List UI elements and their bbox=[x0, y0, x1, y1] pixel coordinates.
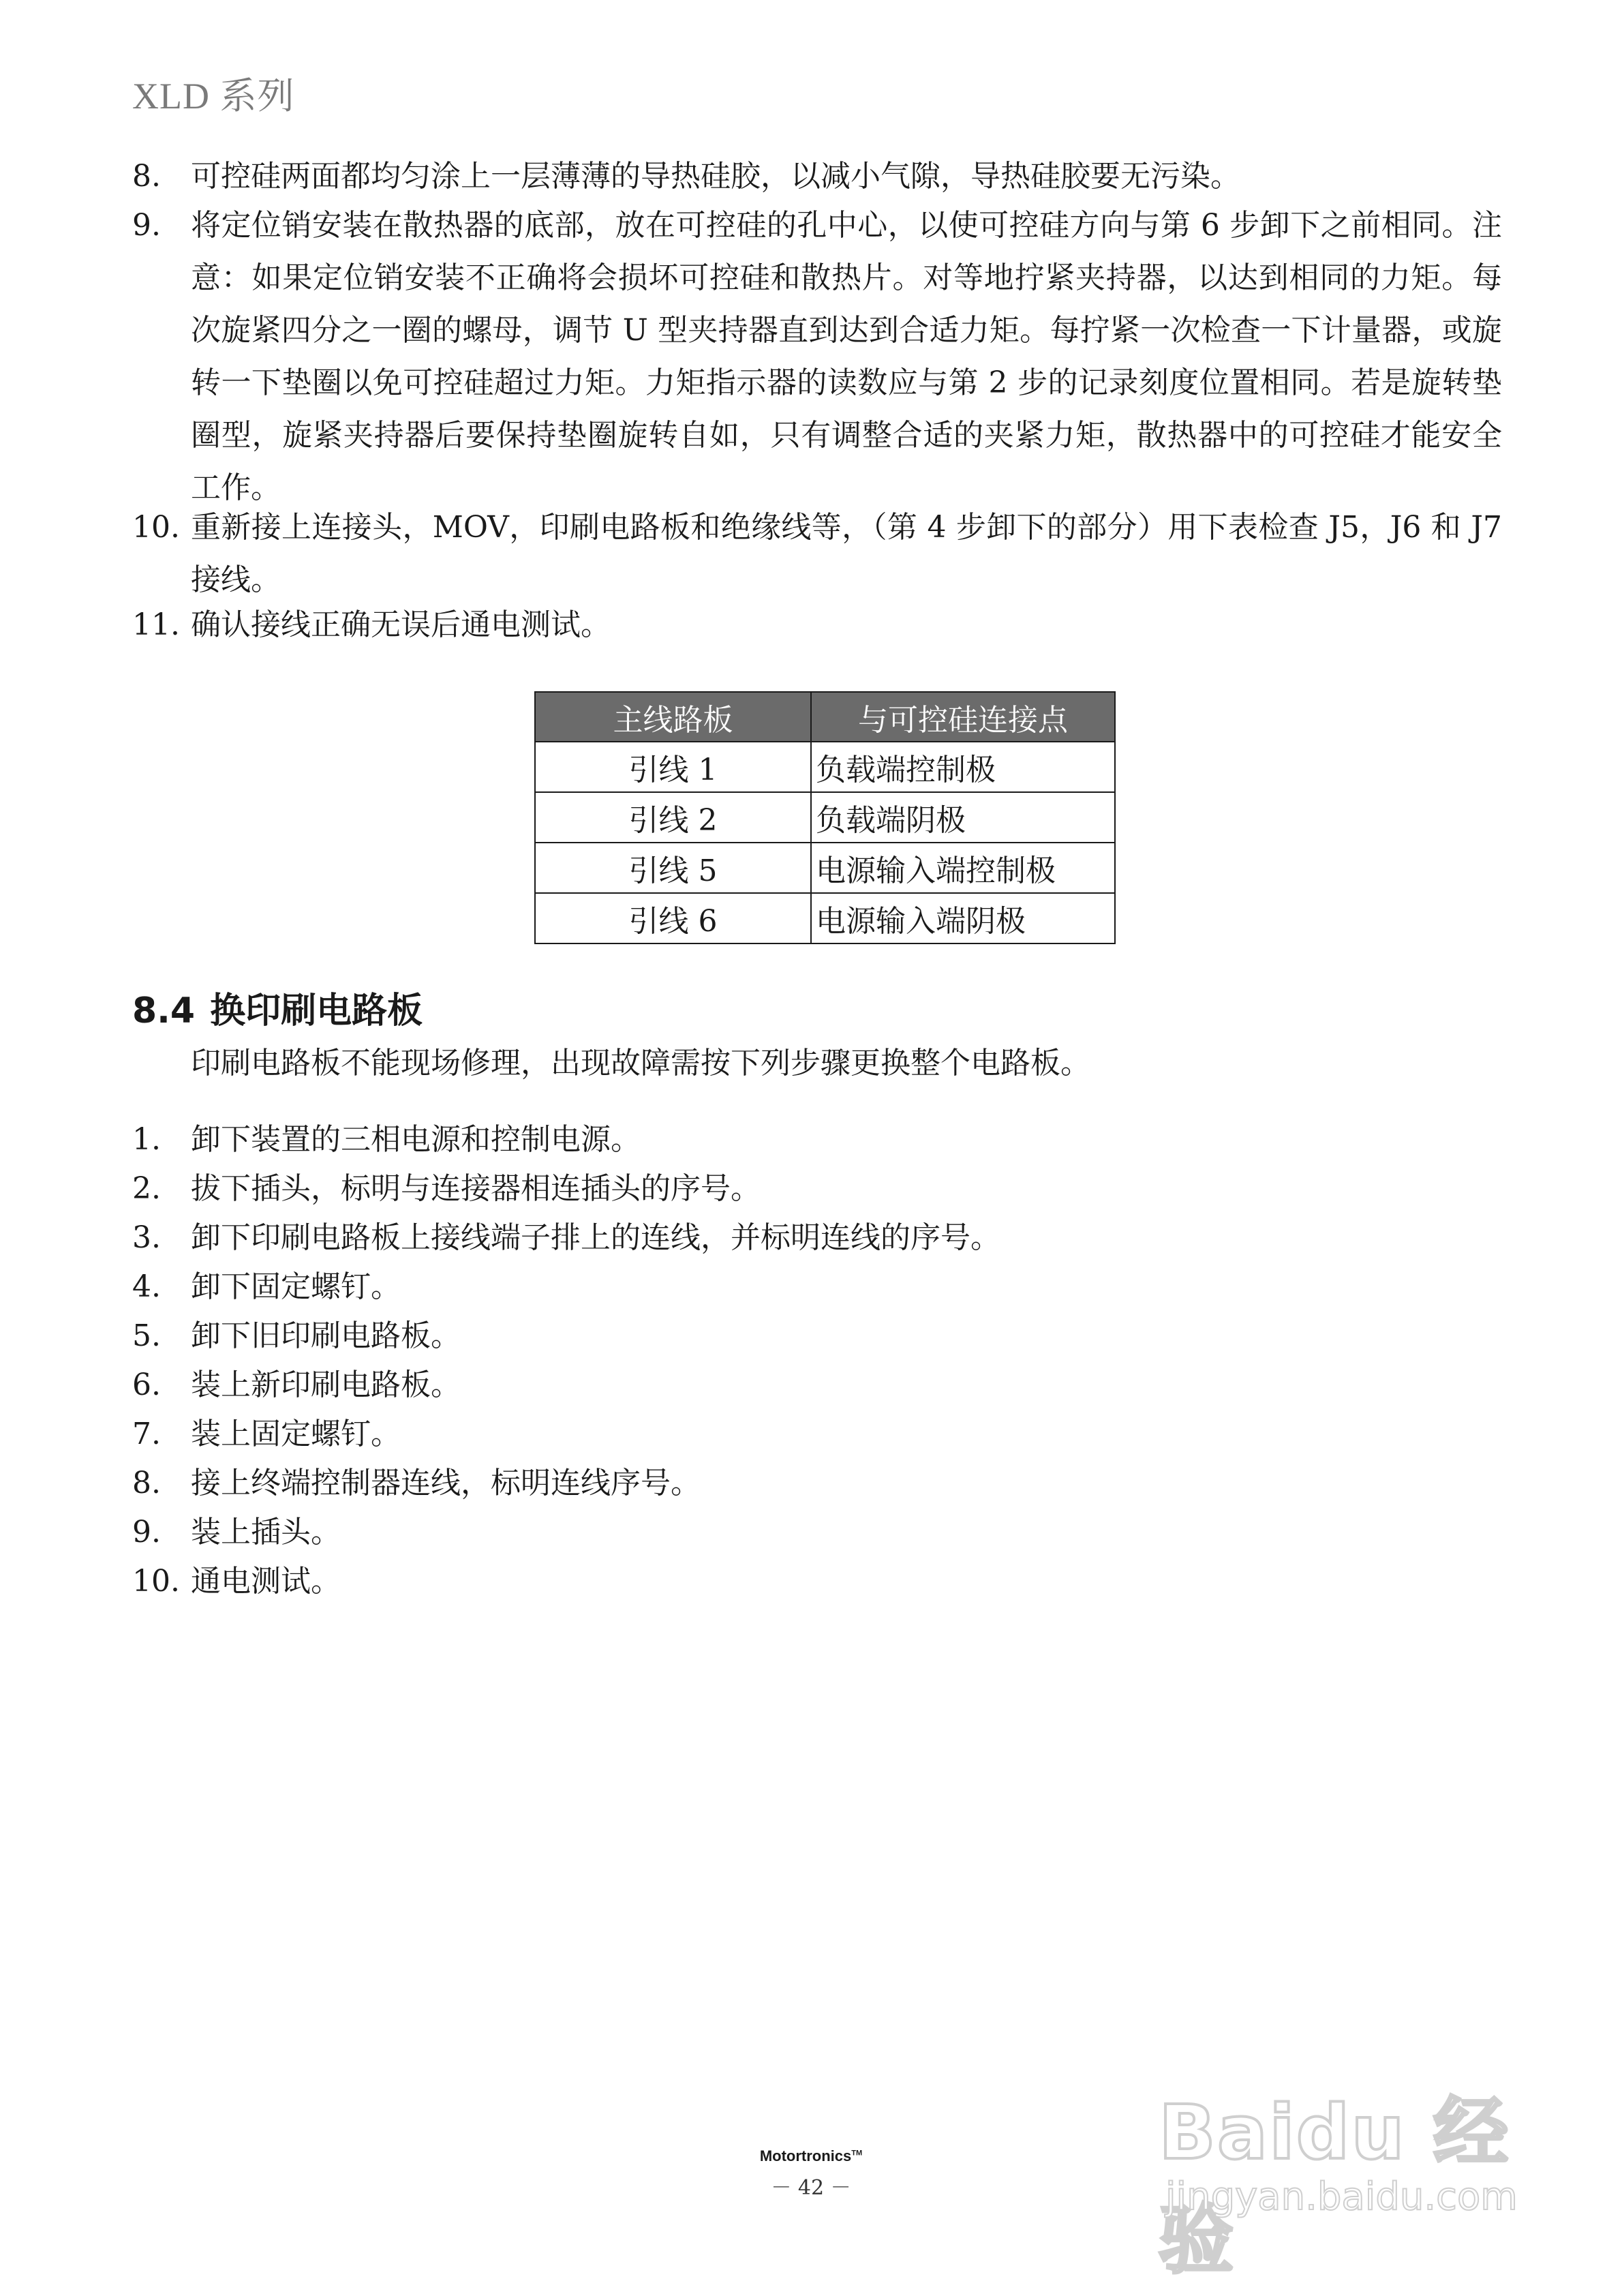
table-row bbox=[535, 843, 1115, 893]
list-item-text: 卸下旧印刷电路板。 bbox=[191, 1318, 461, 1353]
table-cell: 电源输入端控制极 bbox=[811, 843, 1115, 893]
list-item-text: 卸下印刷电路板上接线端子排上的连线，并标明连线的序号。 bbox=[191, 1220, 1000, 1255]
list-item-text: 拔下插头，标明与连接器相连插头的序号。 bbox=[191, 1171, 761, 1206]
list-item bbox=[132, 1506, 1502, 1558]
list-item-text: 确认接线正确无误后通电测试。 bbox=[191, 607, 611, 642]
list-item bbox=[132, 1211, 1502, 1264]
list-item bbox=[132, 1457, 1502, 1509]
list-item bbox=[132, 1162, 1502, 1215]
list-item bbox=[132, 199, 1502, 514]
list-item-text: 卸下装置的三相电源和控制电源。 bbox=[191, 1122, 641, 1157]
footer-brand bbox=[0, 2147, 1622, 2165]
page-number: － 42 － bbox=[771, 2176, 851, 2200]
list-item-number: 6. bbox=[132, 1368, 161, 1402]
list-item bbox=[132, 501, 1502, 606]
document-header: XLD 系列 bbox=[132, 76, 295, 117]
list-item-text: 将定位销安装在散热器的底部，放在可控硅的孔中心，以使可控硅方向与第 6 步卸下之前相同。注意：如果定位销安装不正确将会损坏可控硅和散热片。对等地拧紧夹持器，以达到相同的力矩。每次旋紧四分之一圈的螺母，调节 U 型夹持器直到达到合适力矩。每拧紧一次检查一下计量器，或旋转一下垫圈以免可控硅超过力矩。力矩指示器的读数应与第 2 步的记录刻度位置相同。若是旋转垫圈型，旋紧夹持器后要保持垫圈旋转自如，只有调整合适的夹紧力矩，散热器中的可控硅才能安全工作。 bbox=[191, 208, 1502, 505]
table-cell: 负载端控制极 bbox=[811, 742, 1115, 792]
watermark-url: jingyan.baidu.com bbox=[1165, 2175, 1518, 2219]
table-row bbox=[535, 893, 1115, 943]
list-item-text: 可控硅两面都均匀涂上一层薄薄的导热硅胶，以减小气隙，导热硅胶要无污染。 bbox=[191, 159, 1240, 194]
list-item-text: 重新接上连接头，MOV，印刷电路板和绝缘线等，（第 4 步卸下的部分）用下表检查 J5，J6 和 J7 接线。 bbox=[191, 510, 1502, 597]
list-item-number: 1. bbox=[132, 1122, 161, 1157]
list-item-number: 10. bbox=[132, 510, 180, 545]
list-item-text: 装上新印刷电路板。 bbox=[191, 1368, 461, 1402]
list-item bbox=[132, 1260, 1502, 1313]
section-number: 8.4 bbox=[132, 991, 196, 1031]
column-header-scr-connection: 与可控硅连接点 bbox=[811, 692, 1115, 742]
section-title: 换印刷电路板 bbox=[210, 991, 423, 1031]
list-item-number: 8. bbox=[132, 1466, 161, 1500]
list-item-text: 接上终端控制器连线，标明连线序号。 bbox=[191, 1466, 701, 1500]
list-item-number: 8. bbox=[132, 159, 161, 194]
list-item-text: 卸下固定螺钉。 bbox=[191, 1269, 401, 1304]
list-item bbox=[132, 1359, 1502, 1411]
list-item-number: 11. bbox=[132, 607, 180, 642]
list-item-number: 7. bbox=[132, 1417, 161, 1451]
list-item-number: 2. bbox=[132, 1171, 161, 1206]
list-item-number: 9. bbox=[132, 1515, 161, 1550]
table-row bbox=[535, 792, 1115, 843]
table-cell: 引线 6 bbox=[535, 893, 811, 943]
trademark-mark: TM bbox=[851, 2149, 863, 2158]
list-item bbox=[132, 599, 1502, 651]
list-item bbox=[132, 1408, 1502, 1460]
list-item-text: 通电测试。 bbox=[191, 1564, 341, 1599]
table-header-row bbox=[535, 692, 1115, 742]
list-item-text: 装上插头。 bbox=[191, 1515, 341, 1550]
column-header-main-board: 主线路板 bbox=[535, 692, 811, 742]
list-item bbox=[132, 150, 1502, 202]
wiring-table bbox=[534, 691, 1116, 944]
table-cell: 引线 2 bbox=[535, 792, 811, 843]
section-heading bbox=[132, 987, 423, 1035]
list-item bbox=[132, 1310, 1502, 1362]
list-item-number: 4. bbox=[132, 1269, 161, 1304]
list-item-number: 3. bbox=[132, 1220, 161, 1255]
table-cell: 引线 1 bbox=[535, 742, 811, 792]
table-cell: 引线 5 bbox=[535, 843, 811, 893]
brand-name: Motortronics bbox=[759, 2147, 852, 2164]
watermark-logo: Baidu 经验 bbox=[1159, 2089, 1510, 2284]
table-cell: 负载端阴极 bbox=[811, 792, 1115, 843]
section-intro: 印刷电路板不能现场修理，出现故障需按下列步骤更换整个电路板。 bbox=[191, 1046, 1090, 1081]
list-item bbox=[132, 1555, 1502, 1607]
list-item-text: 装上固定螺钉。 bbox=[191, 1417, 401, 1451]
list-item-number: 5. bbox=[132, 1318, 161, 1353]
list-item-number: 10. bbox=[132, 1564, 180, 1599]
list-item bbox=[132, 1113, 1502, 1166]
table-cell: 电源输入端阴极 bbox=[811, 893, 1115, 943]
table-row bbox=[535, 742, 1115, 792]
list-item-number: 9. bbox=[132, 208, 161, 243]
